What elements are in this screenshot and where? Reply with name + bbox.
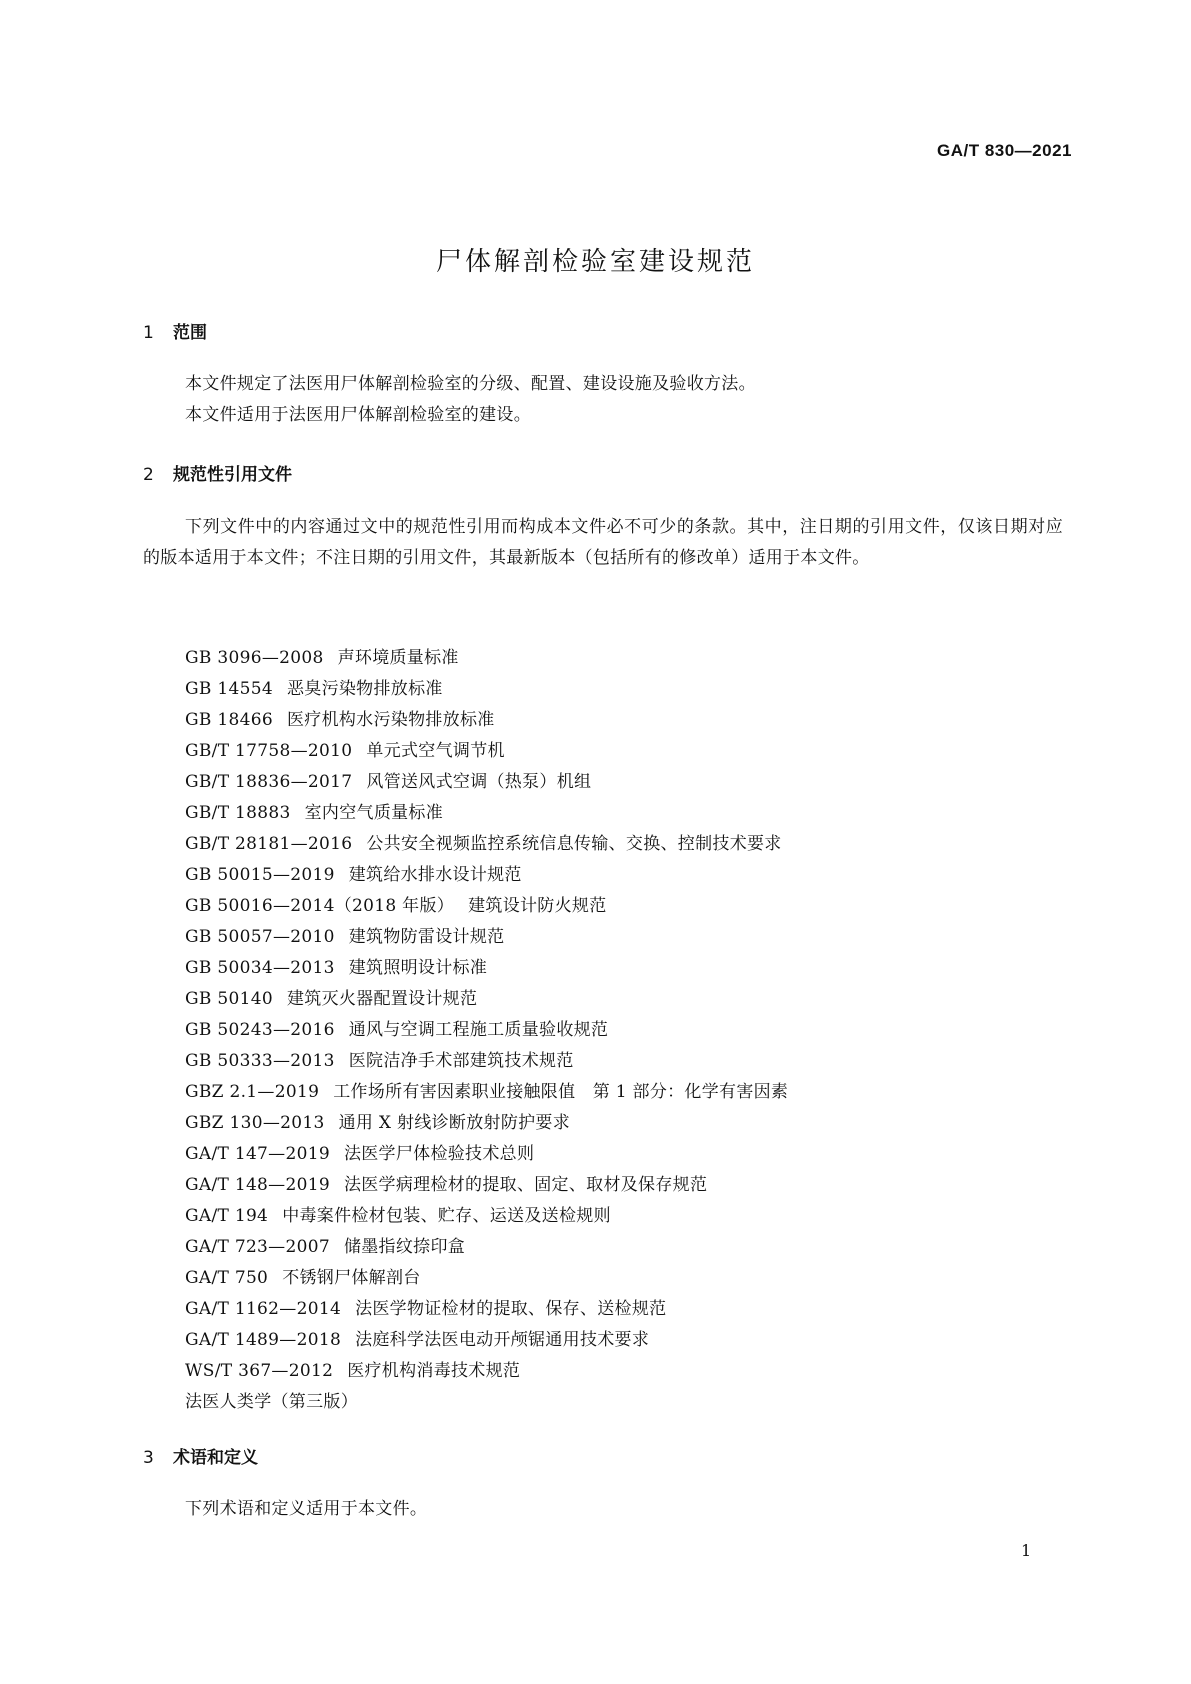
reference-code: GB 50243—2016 bbox=[185, 1020, 335, 1040]
scope-paragraph-2: 本文件适用于法医用尸体解剖检验室的建设。 bbox=[185, 405, 531, 425]
reference-item bbox=[185, 674, 788, 705]
reference-title: 建筑照明设计标准 bbox=[348, 958, 488, 978]
reference-item bbox=[185, 1356, 788, 1387]
reference-title: 法医学物证检材的提取、保存、送检规范 bbox=[355, 1299, 667, 1319]
section-number: 1 bbox=[143, 323, 154, 343]
reference-code: GB 18466 bbox=[185, 710, 273, 730]
reference-code: WS/T 367—2012 bbox=[185, 1361, 334, 1381]
reference-title: 室内空气质量标准 bbox=[304, 803, 444, 823]
reference-title: 单元式空气调节机 bbox=[366, 741, 505, 761]
section-title: 范围 bbox=[173, 323, 207, 343]
section-title: 术语和定义 bbox=[173, 1448, 258, 1468]
reference-title: 建筑物防雷设计规范 bbox=[348, 927, 505, 947]
reference-item bbox=[185, 1263, 788, 1294]
reference-title: 法医人类学（第三版） bbox=[185, 1392, 358, 1412]
reference-title: 法医学病理检材的提取、固定、取材及保存规范 bbox=[343, 1175, 708, 1195]
page-number: 1 bbox=[1021, 1541, 1032, 1560]
terms-intro-paragraph: 下列术语和定义适用于本文件。 bbox=[185, 1499, 428, 1519]
reference-item bbox=[185, 829, 788, 860]
document-title: 尸体解剖检验室建设规范 bbox=[435, 247, 755, 277]
reference-code: GB 3096—2008 bbox=[185, 648, 324, 668]
reference-title: 通风与空调工程施工质量验收规范 bbox=[348, 1020, 609, 1040]
section-number: 3 bbox=[143, 1448, 154, 1468]
reference-item bbox=[185, 1294, 788, 1325]
reference-code: GB 50140 bbox=[185, 989, 273, 1009]
reference-code: GB 50333—2013 bbox=[185, 1051, 335, 1071]
reference-code: GB 50057—2010 bbox=[185, 927, 335, 947]
reference-title: 中毒案件检材包装、贮存、运送及送检规则 bbox=[282, 1206, 611, 1226]
section-heading-normative-references bbox=[143, 460, 292, 485]
reference-item bbox=[185, 1108, 788, 1139]
reference-title: 公共安全视频监控系统信息传输、交换、控制技术要求 bbox=[366, 834, 782, 854]
reference-item bbox=[185, 767, 788, 798]
references-intro-paragraph: 下列文件中的内容通过文中的规范性引用而构成本文件必不可少的条款。其中，注日期的引用文件，仅该日期对应的版本适用于本文件；不注日期的引用文件，其最新版本（包括所有的修改单）适用于本文件。 bbox=[143, 517, 1063, 568]
reference-title: 风管送风式空调（热泵）机组 bbox=[366, 772, 592, 792]
reference-item bbox=[185, 1139, 788, 1170]
standard-code: GA/T 830—2021 bbox=[936, 141, 1072, 160]
reference-item bbox=[185, 922, 788, 953]
reference-item bbox=[185, 798, 788, 829]
reference-code: GB 50015—2019 bbox=[185, 865, 335, 885]
reference-item bbox=[185, 1170, 788, 1201]
reference-item bbox=[185, 1387, 788, 1418]
reference-code: GA/T 194 bbox=[185, 1206, 269, 1226]
reference-item bbox=[185, 953, 788, 984]
reference-code: GB/T 17758—2010 bbox=[185, 741, 353, 761]
reference-title: 恶臭污染物排放标准 bbox=[286, 679, 443, 699]
reference-title: 建筑灭火器配置设计规范 bbox=[286, 989, 478, 1009]
reference-item bbox=[185, 643, 788, 674]
reference-title: 建筑设计防火规范 bbox=[468, 896, 607, 916]
reference-code: GB 50016—2014（2018 年版） bbox=[185, 896, 455, 916]
section-number: 2 bbox=[143, 465, 154, 485]
reference-title: 通用 X 射线诊断放射防护要求 bbox=[338, 1113, 571, 1133]
reference-code: GB 50034—2013 bbox=[185, 958, 335, 978]
reference-title: 医疗机构水污染物排放标准 bbox=[286, 710, 495, 730]
reference-code: GB 14554 bbox=[185, 679, 273, 699]
reference-code: GA/T 723—2007 bbox=[185, 1237, 330, 1257]
reference-title: 法庭科学法医电动开颅锯通用技术要求 bbox=[355, 1330, 650, 1350]
reference-item bbox=[185, 1046, 788, 1077]
reference-title: 建筑给水排水设计规范 bbox=[348, 865, 522, 885]
reference-code: GBZ 2.1—2019 bbox=[185, 1082, 320, 1102]
reference-code: GA/T 1162—2014 bbox=[185, 1299, 342, 1319]
reference-item bbox=[185, 860, 788, 891]
reference-item bbox=[185, 1015, 788, 1046]
reference-title: 医疗机构消毒技术规范 bbox=[347, 1361, 521, 1381]
scope-paragraph-1: 本文件规定了法医用尸体解剖检验室的分级、配置、建设设施及验收方法。 bbox=[185, 374, 756, 394]
reference-item bbox=[185, 1232, 788, 1263]
reference-code: GB/T 28181—2016 bbox=[185, 834, 353, 854]
reference-code: GB/T 18883 bbox=[185, 803, 291, 823]
reference-item bbox=[185, 1325, 788, 1356]
reference-code: GBZ 130—2013 bbox=[185, 1113, 325, 1133]
reference-item bbox=[185, 1077, 788, 1108]
reference-title: 法医学尸体检验技术总则 bbox=[343, 1144, 535, 1164]
reference-item bbox=[185, 891, 788, 922]
reference-item bbox=[185, 736, 788, 767]
reference-list bbox=[185, 643, 788, 1418]
section-heading-terms-definitions bbox=[143, 1443, 258, 1468]
reference-code: GA/T 147—2019 bbox=[185, 1144, 330, 1164]
reference-code: GB/T 18836—2017 bbox=[185, 772, 353, 792]
reference-code: GA/T 1489—2018 bbox=[185, 1330, 342, 1350]
section-title: 规范性引用文件 bbox=[173, 465, 292, 485]
reference-item bbox=[185, 1201, 788, 1232]
section-heading-scope bbox=[143, 318, 207, 343]
reference-code: GA/T 750 bbox=[185, 1268, 269, 1288]
reference-title: 储墨指纹捺印盒 bbox=[343, 1237, 466, 1257]
reference-title: 医院洁净手术部建筑技术规范 bbox=[348, 1051, 574, 1071]
reference-title: 声环境质量标准 bbox=[337, 648, 459, 668]
reference-title: 工作场所有害因素职业接触限值 第 1 部分：化学有害因素 bbox=[333, 1082, 789, 1102]
reference-item bbox=[185, 705, 788, 736]
reference-title: 不锈钢尸体解剖台 bbox=[282, 1268, 421, 1288]
reference-item bbox=[185, 984, 788, 1015]
reference-code: GA/T 148—2019 bbox=[185, 1175, 330, 1195]
